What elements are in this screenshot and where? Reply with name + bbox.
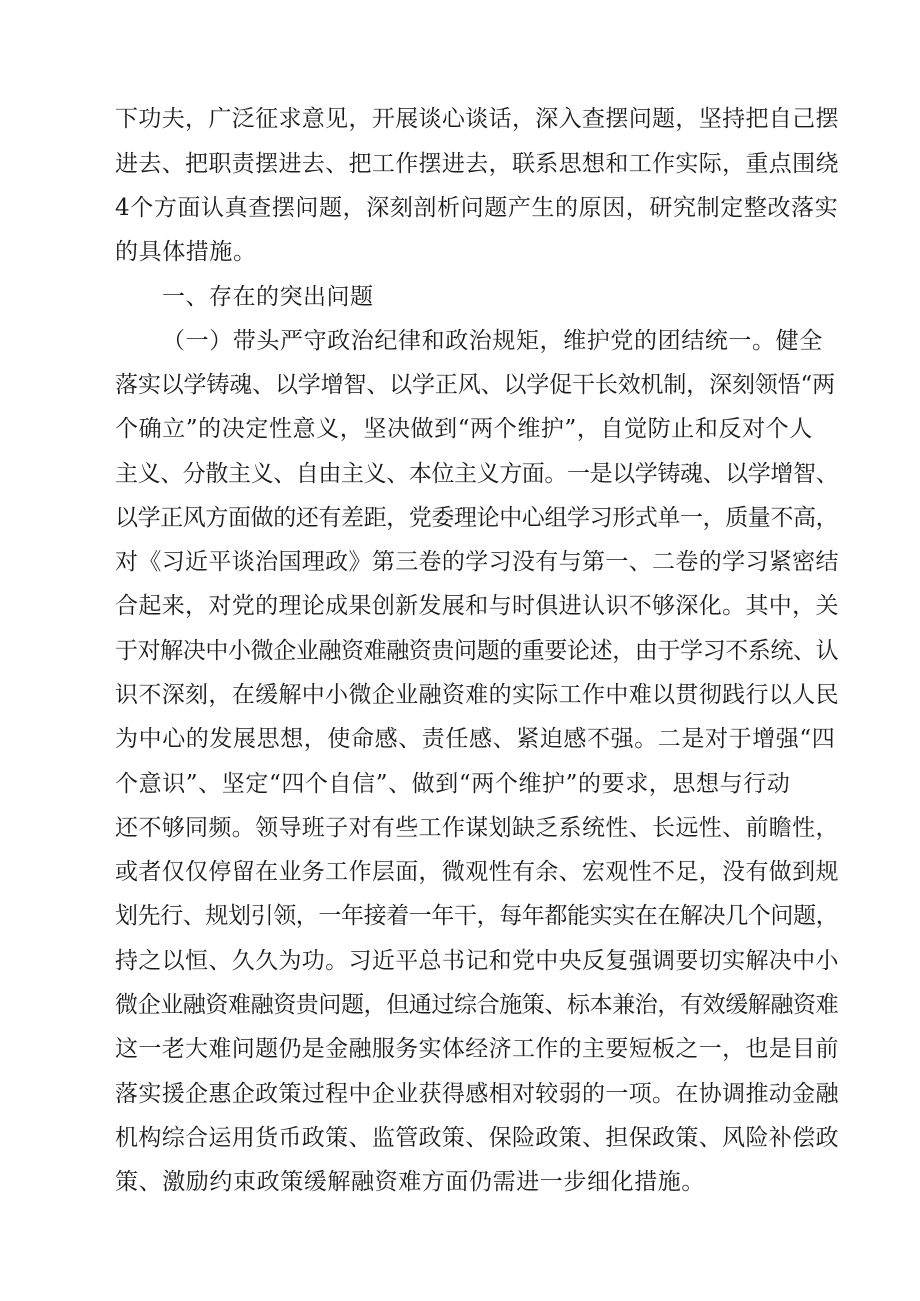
paragraph-line: 于对解决中小微企业融资难融资贵问题的重要论述，由于学习不系统、认	[115, 638, 839, 664]
paragraph-line: 个确立”的决定性意义，坚决做到“两个维护”，自觉防止和反对个人	[115, 416, 813, 442]
paragraph-line: 持之以恒、久久为功。习近平总书记和党中央反复强调要切实解决中小	[115, 948, 839, 974]
intro-line: 的具体措施。	[115, 239, 257, 265]
paragraph-line: 主义、分散主义、自由主义、本位主义方面。一是以学铸魂、以学增智、	[115, 461, 839, 487]
paragraph-line: 这一老大难问题仍是金融服务实体经济工作的主要短板之一，也是目前	[115, 1036, 839, 1062]
paragraph-line: （一）带头严守政治纪律和政治规矩，维护党的团结统一。健全	[162, 328, 823, 354]
paragraph-line: 机构综合运用货币政策、监管政策、保险政策、担保政策、风险补偿政	[115, 1125, 839, 1151]
paragraph-line: 个意识”、坚定“四个自信”、做到“两个维护”的要求，思想与行动	[115, 771, 791, 797]
paragraph-line: 或者仅仅停留在业务工作层面，微观性有余、宏观性不足，没有做到规	[115, 859, 839, 885]
paragraph-line: 还不够同频。领导班子对有些工作谋划缺乏系统性、长远性、前瞻性，	[115, 815, 839, 841]
intro-line: 进去、把职责摆进去、把工作摆进去，联系思想和工作实际，重点围绕	[115, 151, 839, 177]
paragraph-line: 微企业融资难融资贵问题，但通过综合施策、标本兼治，有效缓解融资难	[115, 992, 839, 1018]
intro-line: 4个方面认真查摆问题，深刻剖析问题产生的原因，研究制定整改落实	[115, 195, 839, 221]
paragraph-line: 识不深刻，在缓解中小微企业融资难的实际工作中难以贯彻践行以人民	[115, 682, 839, 708]
intro-line: 下功夫，广泛征求意见，开展谈心谈话，深入查摆问题，坚持把自己摆	[115, 106, 839, 132]
paragraph-line: 对《习近平谈治国理政》第三卷的学习没有与第一、二卷的学习紧密结	[115, 549, 839, 575]
paragraph-line: 落实援企惠企政策过程中企业获得感相对较弱的一项。在协调推动金融	[115, 1081, 839, 1107]
paragraph-line: 落实以学铸魂、以学增智、以学正风、以学促干长效机制，深刻领悟“两	[115, 372, 835, 398]
section-heading: 一、存在的突出问题	[162, 284, 374, 310]
paragraph-line: 合起来，对党的理论成果创新发展和与时俱进认识不够深化。其中，关	[115, 593, 839, 619]
paragraph-line: 为中心的发展思想，使命感、责任感、紧迫感不强。二是对于增强“四	[115, 726, 836, 752]
paragraph-line: 以学正风方面做的还有差距，党委理论中心组学习形式单一，质量不高，	[115, 505, 839, 531]
paragraph-line: 策、激励约束政策缓解融资难方面仍需进一步细化措施。	[115, 1169, 705, 1195]
paragraph-line: 划先行、规划引领，一年接着一年干，每年都能实实在在解决几个问题，	[115, 903, 839, 929]
